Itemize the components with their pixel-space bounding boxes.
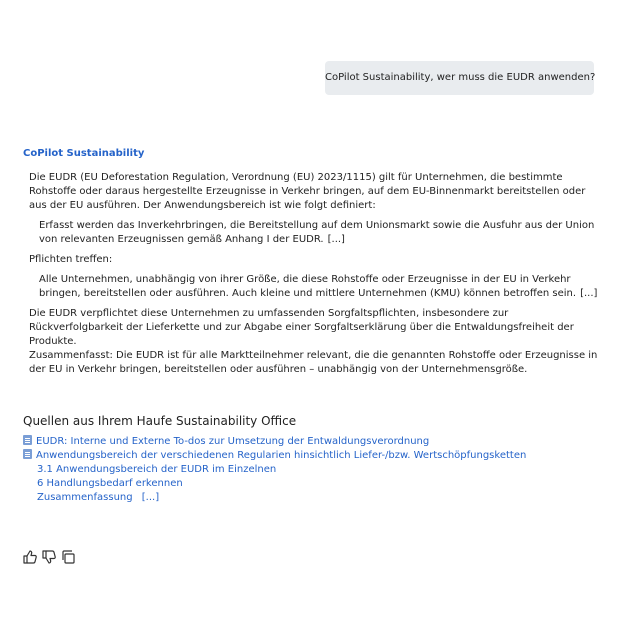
sources-title: Quellen aus Ihrem Haufe Sustainability Office: [23, 414, 297, 428]
source-item-label: Anwendungsbereich der verschiedenen Regularien hinsichtlich Liefer-/bzw. Wertschöpfungsketten: [36, 450, 527, 461]
answer-summary: Zusammenfasst: Die EUDR ist für alle Marktteilnehmer relevant, die die genannten Rohstoffe oder Erzeugnisse in der EU in Verkehr bringen, bereitstellen oder ausführen – unabhängig von der Unternehmensgröße.: [29, 350, 598, 375]
user-message-text: CoPilot Sustainability, wer muss die EUDR anwenden?: [325, 72, 596, 83]
document-icon: [23, 435, 32, 445]
source-subitem[interactable]: 6 Handlungsbedarf erkennen: [37, 478, 183, 489]
source-subitem[interactable]: Zusammenfassung: [37, 492, 133, 503]
feedback-actions: [22, 549, 76, 565]
user-message-bubble: [325, 61, 594, 95]
answer-quote-2: [39, 273, 603, 301]
assistant-answer: [23, 147, 603, 383]
duties-label: Pflichten treffen:: [29, 254, 113, 265]
quote-2-text: Alle Unternehmen, unabhängig von ihrer Größe, die diese Rohstoffe oder Erzeugnisse in der EU in Verkehr bringen, bereitstellen oder ausführen. Auch kleine und mittlere Unternehmen (KMU) können betroffen sein.: [39, 274, 577, 299]
source-more-link[interactable]: [...]: [141, 492, 160, 503]
source-item[interactable]: [23, 449, 603, 463]
answer-obligation: Die EUDR verpflichtet diese Unternehmen zu umfassenden Sorgfaltspflichten, insbesondere zur Rückverfolgbarkeit der Lieferkette und zur Abgabe einer Sorgfaltserklärung über die Entwaldungsfreiheit der Produkte.: [29, 308, 574, 347]
copy-icon[interactable]: [60, 549, 76, 565]
source-subitem[interactable]: 3.1 Anwendungsbereich der EUDR im Einzelnen: [37, 464, 277, 475]
thumbs-down-icon[interactable]: [41, 549, 57, 565]
answer-intro: Die EUDR (EU Deforestation Regulation, Verordnung (EU) 2023/1115) gilt für Unternehmen, die bestimmte Rohstoffe oder daraus hergestellte Erzeugnisse in Verkehr bringen, auf dem EU-Binnenmarkt bereitstellen oder aus der EU ausführen. Der Anwendungsbereich ist wie folgt definiert:: [29, 172, 586, 211]
quote-1-more-link[interactable]: [...]: [327, 234, 345, 245]
sources-section: [23, 413, 603, 505]
source-item-label: EUDR: Interne und Externe To-dos zur Umsetzung der Entwaldungsverordnung: [36, 436, 430, 447]
source-subitem-row: [23, 491, 603, 505]
quote-2-more-link[interactable]: [...]: [580, 288, 598, 299]
assistant-name: CoPilot Sustainability: [23, 148, 145, 159]
quote-1-text: Erfasst werden das Inverkehrbringen, die Bereitstellung auf dem Unionsmarkt sowie die Ausfuhr aus der Union von relevanten Erzeugnissen gemäß Anhang I der EUDR.: [39, 220, 595, 245]
document-icon: [23, 449, 32, 459]
source-item[interactable]: [23, 435, 603, 449]
thumbs-up-icon[interactable]: [22, 549, 38, 565]
answer-quote-1: [39, 219, 603, 247]
